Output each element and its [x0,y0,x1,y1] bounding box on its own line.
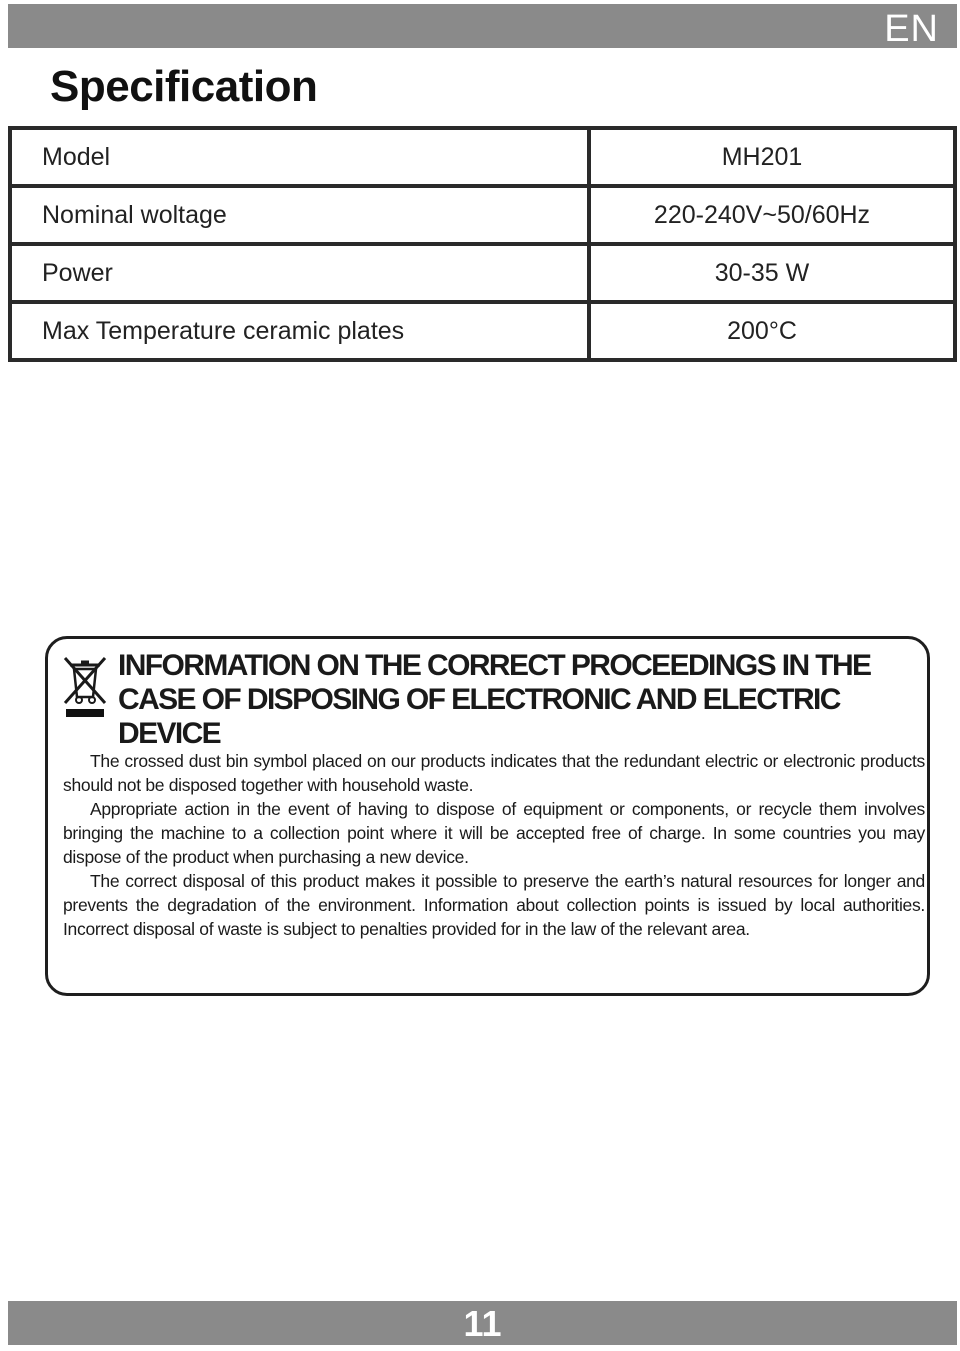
spec-value-model: MH201 [589,128,955,186]
spec-label-voltage: Nominal woltage [10,186,589,244]
disposal-heading-line1: INFORMATION ON THE CORRECT PROCEEDINGS IN THE [118,649,871,682]
spec-table [8,126,957,362]
table-row [10,128,955,186]
spec-value-voltage: 220-240V~50/60Hz [589,186,955,244]
page-title: Specification [50,62,318,111]
header-bar [8,4,957,48]
spec-label-temperature: Max Temperature ceramic plates [10,302,589,360]
disposal-paragraph: Appropriate action in the event of having to dispose of equipment or components, or recycle them involves bringing the machine to a collection point where it will be accepted free of charge. In some countries you may dispose of the product when purchasing a new device. [63,799,925,867]
disposal-body [63,749,925,941]
language-label: EN [884,8,939,50]
table-row [10,186,955,244]
table-row [10,302,955,360]
disposal-heading [118,649,928,751]
footer-bar [8,1301,957,1345]
page-number: 11 [463,1303,502,1344]
spec-value-temperature: 200°C [589,302,955,360]
disposal-paragraph: The crossed dust bin symbol placed on our products indicates that the redundant electric or electronic products should not be disposed together with household waste. [63,751,925,795]
spec-value-power: 30-35 W [589,244,955,302]
disposal-paragraph: The correct disposal of this product makes it possible to preserve the earth’s natural resources for longer and prevents the degradation of the environment. Information about collection points is issued by local authorities. Incorrect disposal of waste is subject to penalties provided for in the law of the relevant area. [63,871,925,939]
disposal-info-box [45,636,930,996]
crossed-bin-icon [60,653,110,719]
spec-label-model: Model [10,128,589,186]
disposal-heading-line2: CASE OF DISPOSING OF ELECTRONIC AND ELECTRIC DEVICE [118,683,840,750]
spec-label-power: Power [10,244,589,302]
table-row [10,244,955,302]
